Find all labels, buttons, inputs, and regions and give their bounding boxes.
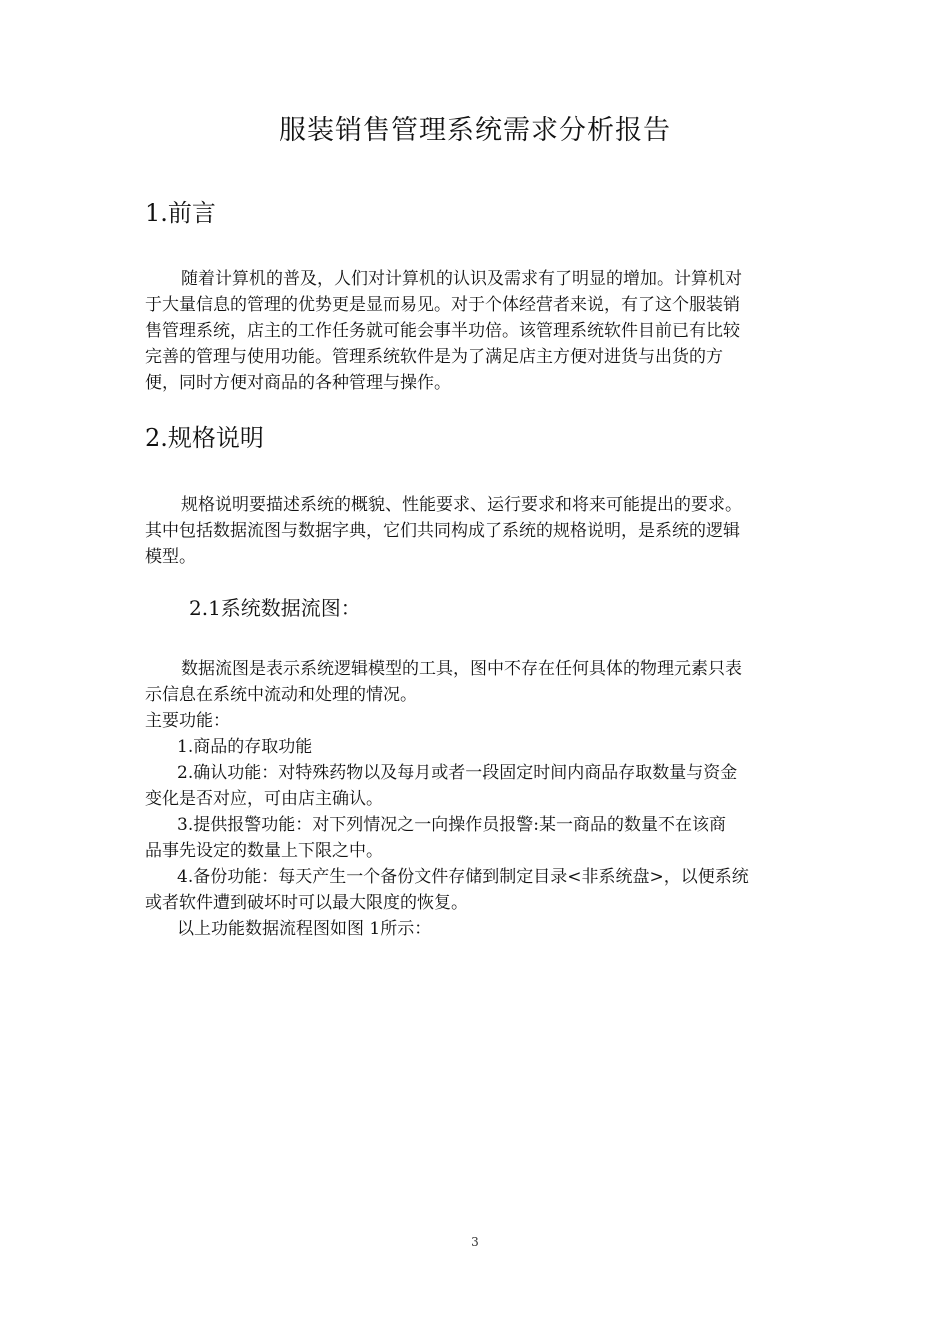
section-heading-specification: 2.规格说明	[145, 424, 264, 452]
function-item-continuation: 或者软件遭到破坏时可以最大限度的恢复。	[145, 893, 468, 913]
function-item-continuation: 变化是否对应，可由店主确认。	[145, 789, 383, 809]
dataflow-body	[145, 656, 815, 942]
paragraph-line: 随着计算机的普及，人们对计算机的认识及需求有了明显的增加。计算机对	[181, 269, 742, 289]
paragraph-line: 其中包括数据流图与数据字典，它们共同构成了系统的规格说明，是系统的逻辑	[145, 521, 740, 541]
paragraph-line: 数据流图是表示系统逻辑模型的工具，图中不存在任何具体的物理元素只表	[181, 659, 742, 679]
function-item: 2.确认功能：对特殊药物以及每月或者一段固定时间内商品存取数量与资金	[177, 763, 738, 783]
document-title: 服装销售管理系统需求分析报告	[279, 115, 671, 146]
paragraph-line: 售管理系统，店主的工作任务就可能会事半功倍。该管理系统软件目前已有比较	[145, 321, 740, 341]
function-item: 4.备份功能：每天产生一个备份文件存储到制定目录<非系统盘>，以便系统	[177, 867, 749, 887]
functions-label: 主要功能：	[145, 711, 230, 731]
specification-paragraph	[145, 492, 815, 570]
paragraph-line: 模型。	[145, 547, 196, 567]
function-item: 3.提供报警功能：对下列情况之一向操作员报警:某一商品的数量不在该商	[177, 815, 726, 835]
closing-line: 以上功能数据流程图如图 1所示：	[177, 919, 432, 939]
paragraph-line: 示信息在系统中流动和处理的情况。	[145, 685, 417, 705]
function-item: 1.商品的存取功能	[177, 737, 313, 757]
section-heading-preface: 1.前言	[145, 199, 216, 227]
preface-paragraph	[145, 266, 815, 396]
paragraph-line: 完善的管理与使用功能。管理系统软件是为了满足店主方便对进货与出货的方	[145, 347, 723, 367]
paragraph-line: 规格说明要描述系统的概貌、性能要求、运行要求和将来可能提出的要求。	[181, 495, 742, 515]
paragraph-line: 便，同时方便对商品的各种管理与操作。	[145, 373, 451, 393]
page-number: 3	[471, 1235, 479, 1249]
subsection-heading-dataflow: 2.1系统数据流图：	[189, 596, 361, 620]
paragraph-line: 于大量信息的管理的优势更是显而易见。对于个体经营者来说，有了这个服装销	[145, 295, 740, 315]
function-item-continuation: 品事先设定的数量上下限之中。	[145, 841, 383, 861]
